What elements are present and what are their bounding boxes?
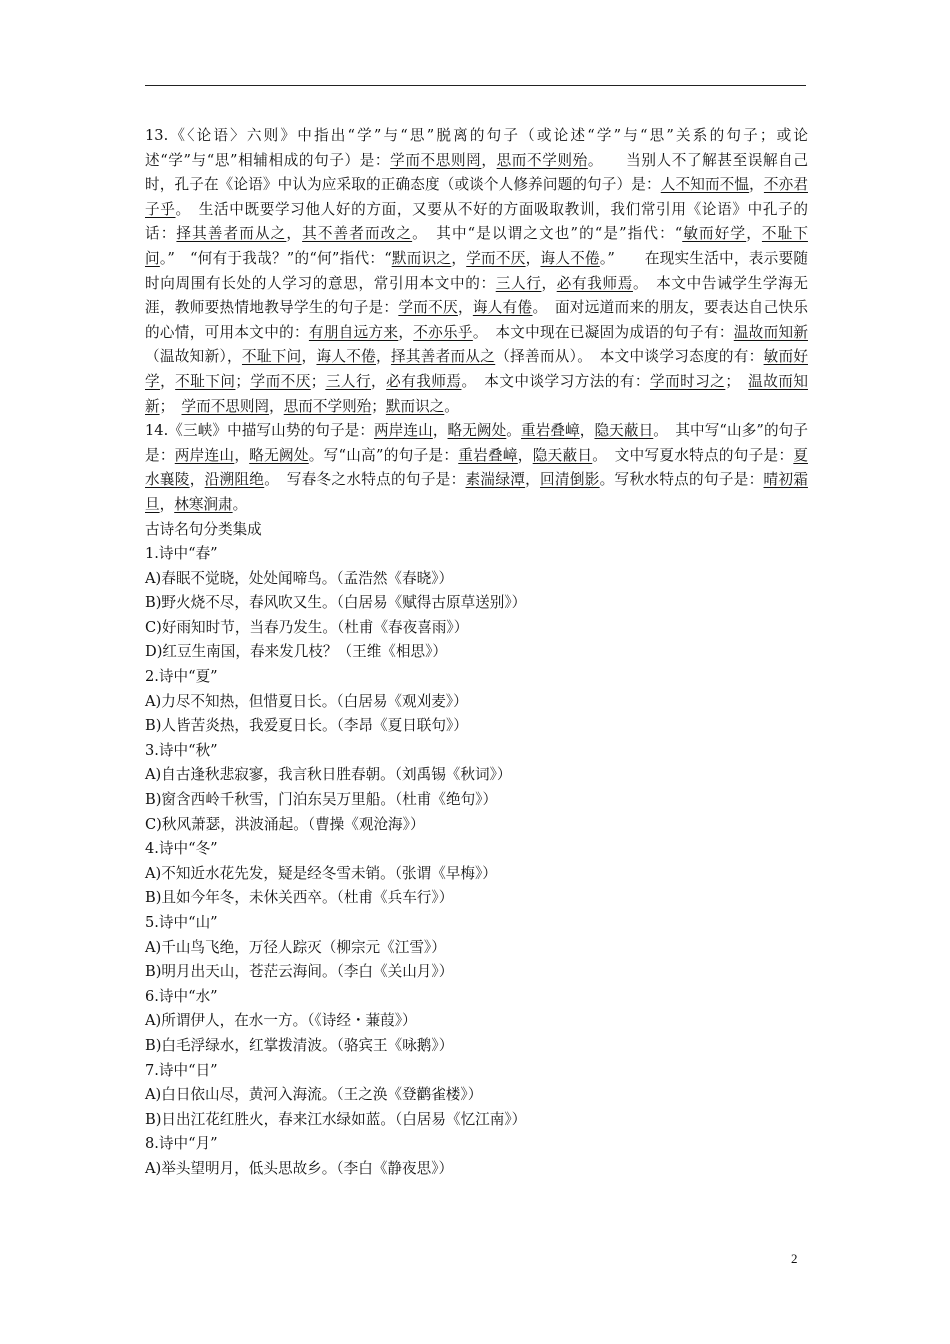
paragraph-text: 。 生活中既要学习他人好的方面，又要从不好的方面吸取教训，我们常引用《论语》中孔子的话： bbox=[145, 200, 808, 243]
answer-text: 必有我师焉 bbox=[386, 372, 462, 390]
poem-line: B)且如今年冬，未休关西卒。（杜甫《兵车行》） bbox=[145, 889, 454, 907]
poem-line: B)日出江花红胜火，春来江水绿如蓝。（白居易《忆江南》） bbox=[145, 1110, 527, 1128]
answer-text: 两岸连山 bbox=[174, 446, 235, 464]
poem-line: A)举头望明月，低头思故乡。（李白《静夜思》） bbox=[145, 1159, 454, 1177]
answer-text: 不亦君子乎 bbox=[145, 176, 808, 218]
paragraph-text: ， bbox=[451, 249, 467, 267]
answer-text: 晴初霜旦 bbox=[145, 471, 808, 513]
paragraph-text: ， bbox=[398, 323, 414, 341]
paragraph-text: ， bbox=[525, 249, 541, 267]
paragraph-text: 14.《三峡》中描写山势的句子是： bbox=[145, 422, 375, 440]
paragraph-text: ， bbox=[432, 422, 448, 440]
answer-text: 默而识之 bbox=[385, 397, 445, 415]
answer-text: 回清倒影 bbox=[540, 471, 600, 489]
answer-text: 诲人不倦 bbox=[540, 249, 600, 267]
answer-text: 人不知而不愠 bbox=[660, 176, 750, 194]
paragraph-text: ， bbox=[376, 348, 391, 366]
paragraph-text: ； bbox=[725, 372, 749, 390]
poem-list bbox=[145, 518, 808, 1182]
paragraph-text: ， bbox=[517, 446, 533, 464]
answer-text: 不耻下问 bbox=[175, 372, 236, 390]
poem-line: B)明月出天山，苍茫云海间。（李白《关山月》） bbox=[145, 963, 454, 981]
paragraph-text: 。 写春冬之水特点的句子是： bbox=[264, 471, 466, 489]
poem-line: C)好雨知时节，当春乃发生。（杜甫《春夜喜雨》） bbox=[145, 618, 469, 636]
answer-text: 不耻下问 bbox=[145, 225, 808, 267]
paragraph-text: 。” “何有于我哉？”的“何”指代：“ bbox=[159, 249, 392, 267]
answer-text: 不耻下问 bbox=[241, 348, 302, 366]
answer-text: 学而不厌 bbox=[250, 372, 311, 390]
paragraph-text: （温故知新）， bbox=[145, 348, 242, 366]
paragraph-text: 。 本文中谈学习方法的有： bbox=[461, 372, 650, 390]
header-rule bbox=[145, 85, 806, 86]
poem-line: B)人皆苦炎热，我爱夏日长。（李昂《夏日联句》） bbox=[145, 717, 468, 735]
poem-line: A)春眠不觉晓，处处闻啼鸟。（孟浩然《春晓》） bbox=[145, 569, 454, 587]
answer-text: 两岸连山 bbox=[374, 422, 433, 440]
section-heading: 古诗名句分类集成 bbox=[145, 520, 262, 538]
paragraph-text: 。写秋水特点的句子是： bbox=[599, 471, 764, 489]
paragraph-text: 。” 在现实生活中，表示要随时向周围有长处的人学习的意思，常引用本文中的： bbox=[145, 249, 808, 292]
poem-line: 4.诗中“冬” bbox=[145, 840, 218, 858]
answer-text: 学而不思则罔 bbox=[181, 397, 270, 415]
poem-line: A)力尽不知热，但惜夏日长。（白居易《观刈麦》） bbox=[145, 692, 468, 710]
answer-text: 诲人不倦 bbox=[316, 348, 377, 366]
poem-line: C)秋风萧瑟，洪波涌起。（曹操《观沧海》） bbox=[145, 815, 425, 833]
answer-text: 夏水襄陵 bbox=[145, 446, 808, 489]
answer-text: 林寒涧肃 bbox=[174, 495, 233, 513]
paragraph-text: 。 bbox=[506, 422, 521, 440]
answer-text: 隐天蔽日 bbox=[532, 446, 593, 464]
paragraph-text: ， bbox=[234, 446, 250, 464]
answer-text: 不亦乐乎 bbox=[413, 323, 473, 341]
answer-text: 略无阙处 bbox=[447, 422, 507, 440]
answer-text: 必有我师焉 bbox=[556, 274, 633, 292]
paragraph-text: ， bbox=[301, 348, 317, 366]
paragraph-text: ， bbox=[160, 372, 176, 390]
paragraph-text: ， bbox=[746, 225, 762, 243]
answer-text: 沿溯阻绝 bbox=[204, 471, 265, 489]
answer-text: 思而不学则殆 bbox=[283, 397, 372, 415]
poem-line: A)所谓伊人，在水一方。（《诗经・蒹葭》） bbox=[145, 1012, 417, 1030]
paragraph-text: ， bbox=[525, 471, 541, 489]
answer-text: 择其善者而从之 bbox=[390, 348, 496, 366]
poem-line: A)不知近水花先发，疑是经冬雪未销。（张谓《早梅》） bbox=[145, 864, 497, 882]
poem-line: 8.诗中“月” bbox=[145, 1135, 218, 1153]
answer-text: 择其善者而从之 bbox=[176, 225, 287, 243]
answer-text: 诲人有倦 bbox=[472, 299, 533, 317]
paragraph-text: ， bbox=[579, 422, 595, 440]
answer-text: 温故而知新 bbox=[733, 323, 808, 341]
answer-text: 其不善者而改之 bbox=[302, 225, 413, 243]
poem-line: D)红豆生南国，春来发几枝？（王维《相思》） bbox=[145, 643, 447, 661]
answer-text: 敏而好学 bbox=[682, 225, 747, 243]
answer-text: 默而识之 bbox=[391, 249, 452, 267]
paragraph-text: ， bbox=[269, 397, 284, 415]
poem-line: 7.诗中“日” bbox=[145, 1061, 218, 1079]
page-number: 2 bbox=[791, 1251, 798, 1266]
answer-text: 重岩叠嶂 bbox=[521, 422, 580, 440]
answer-text: 思而不学则殆 bbox=[496, 151, 588, 169]
paragraph-text: ， bbox=[457, 299, 473, 317]
answer-text: 学而不思则罔 bbox=[390, 151, 482, 169]
answer-text: 略无阙处 bbox=[249, 446, 309, 464]
paragraph-text: ， bbox=[371, 372, 387, 390]
paragraph-text: 。 本文中告诫学生学海无涯，教师要热情地教导学生的句子是： bbox=[145, 274, 808, 317]
poem-line: B)白毛浮绿水，红掌拨清波。（骆宾王《咏鹅》） bbox=[145, 1036, 454, 1054]
paragraph-text: 。 其中写“山多”的句子是： bbox=[145, 422, 808, 464]
paragraph-text: ； bbox=[310, 372, 326, 390]
poem-line: A)千山鸟飞绝，万径人踪灭（柳宗元《江雪》） bbox=[145, 938, 446, 956]
paragraph-text: 13.《〈论语〉六则》中指出“学”与“思”脱离的句子（或论述“学”与“思”关系的句子；或论述“学”与“思”相辅相成的句子）是： bbox=[145, 127, 808, 169]
answer-text: 温故而知新 bbox=[145, 372, 808, 415]
paragraph-text: ， bbox=[749, 176, 764, 194]
paragraph-text: ； bbox=[371, 397, 386, 415]
paragraph-text: ； bbox=[235, 372, 251, 390]
paragraph-text: ； bbox=[159, 397, 182, 415]
paragraph-text: 。 面对远道而来的朋友，要表达自己快乐的心情，可用本文中的： bbox=[145, 299, 808, 341]
poem-line: 1.诗中“春” bbox=[145, 545, 218, 563]
paragraph-text: 。 当别人不了解甚至误解自己时，孔子在《论语》中认为应采取的正确态度（或谈个人修养问题的句子）是： bbox=[145, 151, 808, 194]
answer-text: 三人行 bbox=[325, 372, 372, 390]
paragraph-text: ， bbox=[541, 274, 557, 292]
answer-text: 敏而好学 bbox=[145, 348, 808, 390]
answer-text: 素湍绿潭 bbox=[465, 471, 526, 489]
poem-line: 6.诗中“水” bbox=[145, 987, 218, 1005]
poem-line: 2.诗中“夏” bbox=[145, 668, 218, 686]
paragraph-14 bbox=[145, 419, 808, 517]
answer-text: 三人行 bbox=[495, 274, 542, 292]
answer-text: 有朋自远方来 bbox=[308, 323, 399, 341]
paragraph-text: ， bbox=[159, 495, 175, 513]
poem-line: B)窗含西岭千秋雪，门泊东吴万里船。（杜甫《绝句》） bbox=[145, 791, 498, 809]
poem-line: A)自古逢秋悲寂寥，我言秋日胜春朝。（刘禹锡《秋词》） bbox=[145, 766, 512, 784]
poem-line: A)白日依山尽，黄河入海流。（王之涣《登鹳雀楼》） bbox=[145, 1086, 483, 1104]
answer-text: 学而不厌 bbox=[466, 249, 526, 267]
page-content bbox=[145, 124, 808, 1182]
paragraph-text: （择善而从）。 本文中谈学习态度的有： bbox=[495, 348, 764, 366]
answer-text: 重岩叠嶂 bbox=[458, 446, 518, 464]
paragraph-text: 。 其中“是以谓之文也”的“是”指代：“ bbox=[412, 225, 683, 243]
paragraph-text: 。 bbox=[232, 495, 248, 513]
paragraph-text: 。 bbox=[444, 397, 459, 415]
paragraph-text: 。 本文中现在已凝固为成语的句子有： bbox=[472, 323, 734, 341]
paragraph-text: 。 文中写夏水特点的句子是： bbox=[592, 446, 794, 464]
paragraph-text: ， bbox=[286, 225, 303, 243]
paragraph-text: ， bbox=[481, 151, 497, 169]
paragraph-text: ， bbox=[189, 471, 205, 489]
poem-line: 5.诗中“山” bbox=[145, 914, 218, 931]
answer-text: 隐天蔽日 bbox=[594, 422, 654, 440]
poem-line: 3.诗中“秋” bbox=[145, 741, 218, 759]
answer-text: 学而时习之 bbox=[650, 372, 726, 390]
answer-text: 学而不厌 bbox=[398, 299, 458, 317]
poem-line: B)野火烧不尽，春风吹又生。（白居易《赋得古原草送别》） bbox=[145, 594, 527, 612]
paragraph-13 bbox=[145, 124, 808, 419]
paragraph-text: 。写“山高”的句子是： bbox=[308, 446, 459, 464]
